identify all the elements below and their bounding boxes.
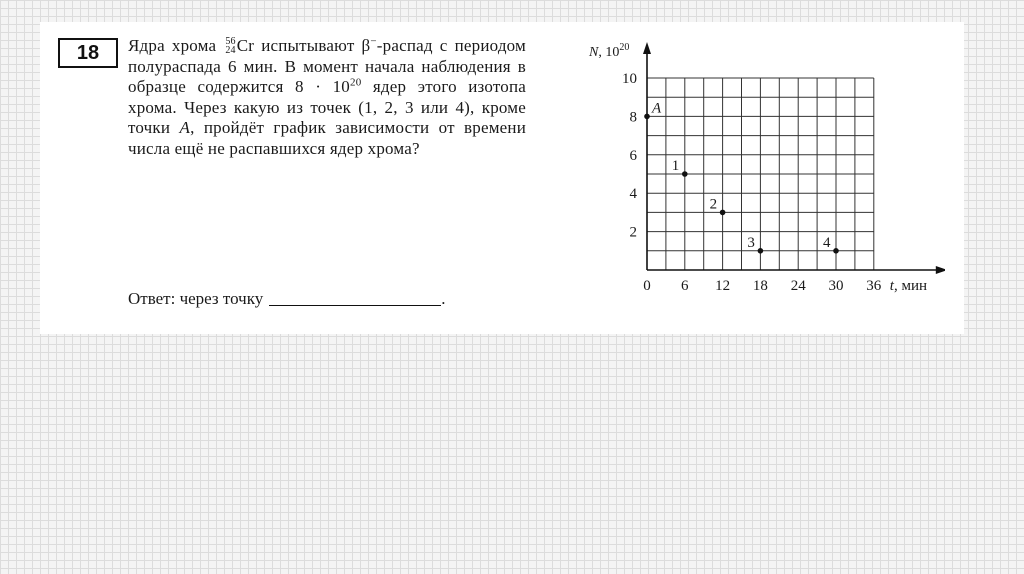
x-tick-label: 6 [681, 278, 689, 294]
x-tick-label: 18 [752, 278, 768, 294]
data-point-1 [682, 171, 688, 177]
mass-number: 56 [225, 36, 236, 47]
element-symbol: Cr [236, 36, 255, 55]
point-label-4: 4 [823, 234, 831, 251]
data-point-a [644, 114, 650, 120]
y-tick-label: 10 [622, 71, 637, 87]
text-part-2: испытывают [261, 36, 355, 55]
text-part-1: Ядра хрома [128, 36, 217, 55]
initial-count-exp: 20 [350, 76, 362, 89]
y-tick-label: 4 [629, 186, 637, 203]
y-tick-label: 2 [629, 224, 637, 241]
text-part-3: -распад с периодом полураспада 6 мин. В момент начала наблюдения в образце содержится [128, 36, 527, 96]
y-tick-label: 6 [629, 147, 637, 164]
text-part-5: , пройдёт график зависимости от времени числа ещё не распавшихся ядер хрома? [128, 118, 526, 158]
point-label-3: 3 [747, 234, 755, 251]
isotope-numbers [225, 37, 235, 55]
answer-end: . [441, 289, 446, 308]
x-axis-label: t, мин [889, 278, 928, 294]
answer-row [128, 289, 445, 309]
x-axis-arrow [936, 266, 945, 274]
x-tick-label: 36 [866, 278, 882, 294]
y-axis-arrow [643, 42, 651, 54]
x-tick-label: 12 [715, 278, 731, 294]
atomic-number: 24 [225, 45, 236, 56]
problem-number: 18 [58, 38, 118, 68]
beta-symbol: β [361, 36, 371, 55]
x-tick-label: 24 [790, 278, 806, 294]
point-label-a: A [652, 100, 662, 117]
point-label-1: 1 [671, 158, 680, 174]
point-a-ref: A [179, 118, 191, 137]
data-point-2 [720, 210, 726, 216]
beta-sup: − [370, 35, 377, 48]
data-point-3 [758, 248, 764, 254]
x-tick-label: 0 [643, 278, 651, 294]
text-part-4: ядер этого изотопа хрома. Через какую из точек (1, 2, 3 или 4), кроме точки [128, 77, 526, 137]
problem-card [40, 22, 964, 334]
answer-blank[interactable] [269, 291, 441, 306]
answer-label: Ответ: через точку [128, 289, 264, 308]
problem-statement [128, 36, 526, 159]
x-tick-label: 30 [828, 278, 844, 294]
initial-count: 8 · 10 [295, 77, 350, 96]
decay-chart [545, 34, 945, 324]
data-point-4 [833, 248, 839, 254]
y-tick-label: 8 [629, 109, 637, 126]
y-axis-label: N, $10^{20}$ [589, 42, 630, 60]
point-label-2: 2 [709, 196, 718, 213]
